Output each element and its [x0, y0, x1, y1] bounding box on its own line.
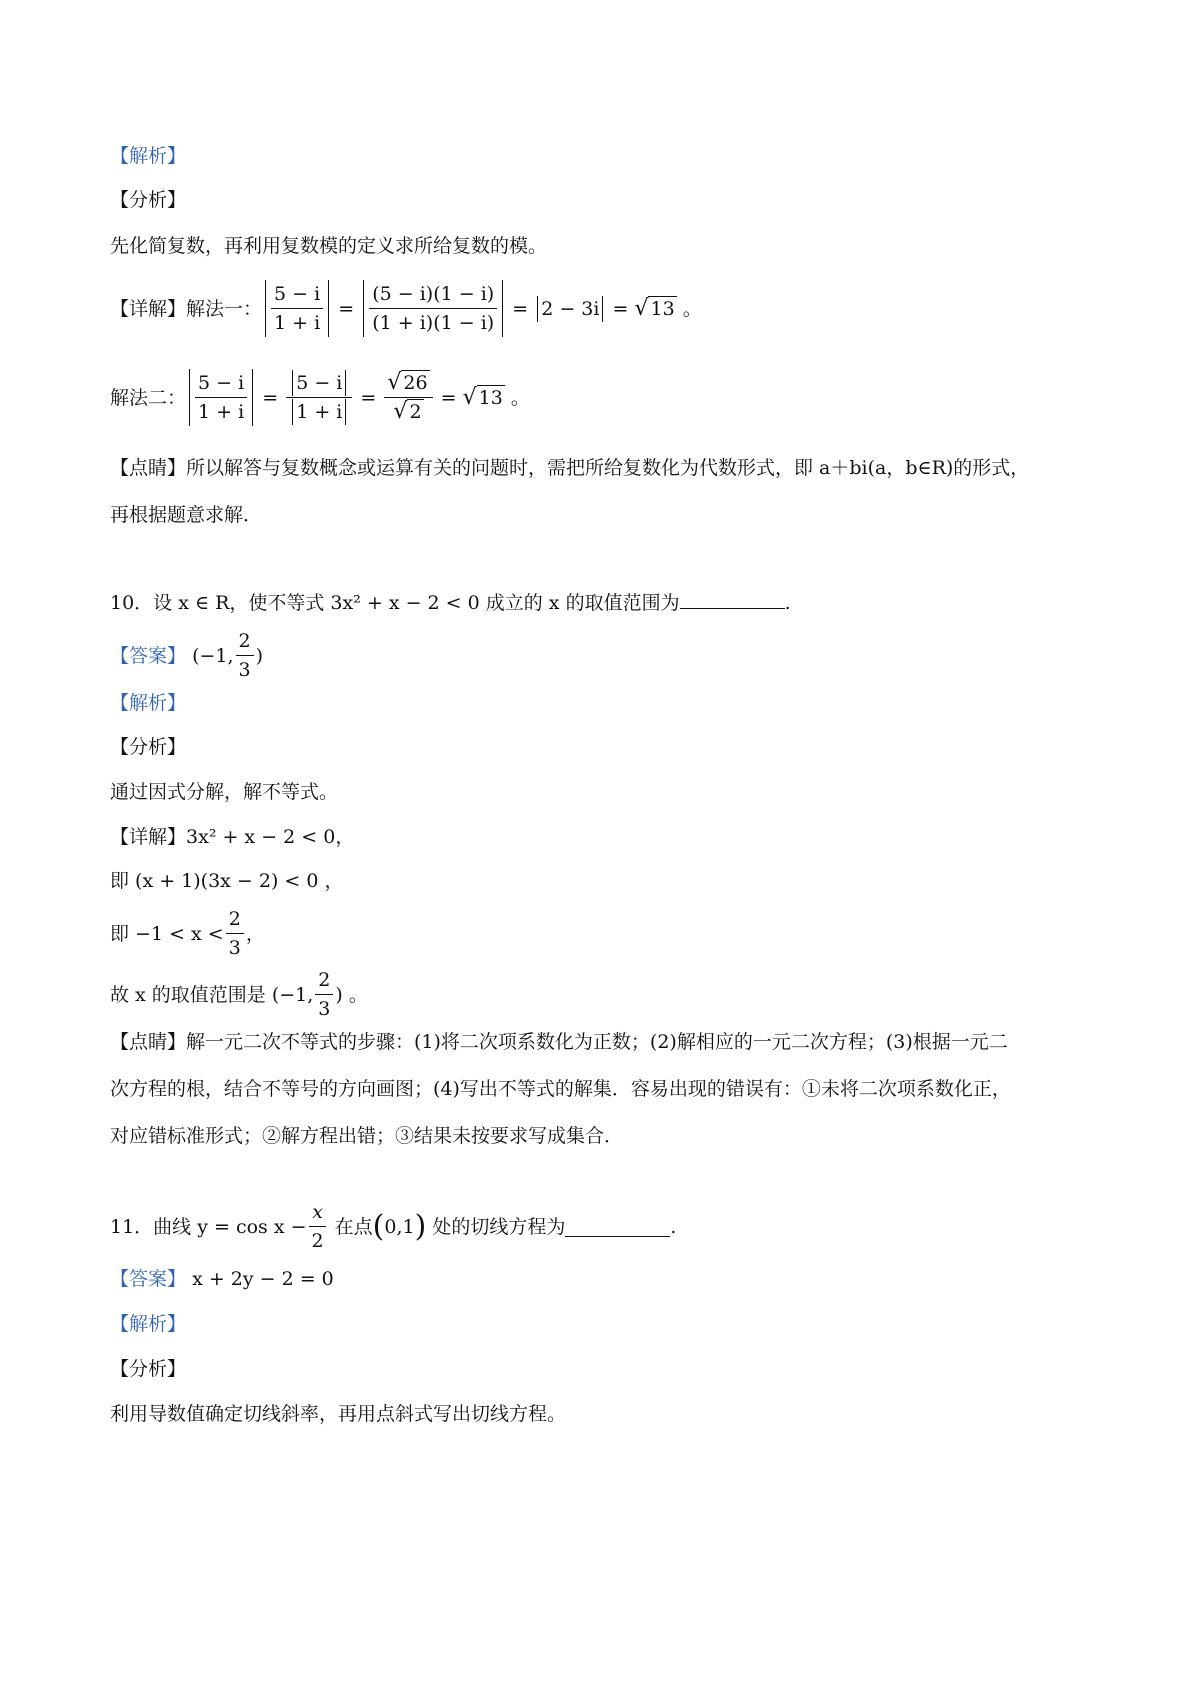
answer-blank [680, 588, 785, 609]
fenxi-label: 【分析】 [110, 1358, 187, 1380]
detail-line-1: 【详解】3x² + x − 2 < 0， [110, 826, 355, 848]
answer-blank [565, 1216, 670, 1237]
answer-line: 【答案】 x + 2y − 2 = 0 [110, 1268, 334, 1290]
fenxi-label: 【分析】 [110, 736, 187, 758]
method-one-line: 【详解】 解法一： $\frac{5 - i}{1 + i}$ = $\frac{(5 - i)(1 - i)}{(1 + i)(1 - i)}$ = 2 − 3i = √ 13 。 [110, 280, 702, 337]
dianjing-label: 【点睛】 [110, 1031, 187, 1053]
detail-line-3: 即 −1 < x < $\frac{2}{3}$ ， [110, 905, 265, 962]
dianjing-line-1: 【点睛】解一元二次不等式的步骤：(1)将二次项系数化为正数；(2)解相应的一元二次方程；(3)根据一元二 [110, 1031, 1008, 1053]
answer-label: 【答案】 [110, 1268, 187, 1290]
abs-fraction: $\frac{5 - i}{1 + i}$ [265, 280, 329, 337]
dianjing-line-3: 对应错标准形式；②解方程出错；③结果未按要求写成集合． [110, 1125, 624, 1147]
xiangjie-label: 【详解】 [110, 297, 187, 320]
jiexi-label: 【解析】 [110, 692, 187, 714]
abs-fraction: $\frac{(5 - i)(1 - i)}{(1 + i)(1 - i)}$ [363, 280, 503, 337]
xiangjie-label: 【详解】 [110, 826, 187, 848]
analysis-text: 先化简复数，再利用复数模的定义求所给复数的模。 [110, 235, 548, 257]
abs-fraction: $\frac{5 - i}{1 + i}$ [189, 369, 253, 426]
sqrt-result: 13 [478, 387, 503, 409]
dianjing-label: 【点睛】 [110, 457, 187, 479]
jiexi-label: 【解析】 [110, 145, 187, 167]
abs-value: 2 − 3i [537, 296, 603, 322]
dianjing-line-2: 次方程的根，结合不等号的方向画图；(4)写出不等式的解集．容易出现的错误有：①未将二次项系数化正， [110, 1078, 1011, 1100]
dianjing-line-1: 【点睛】所以解答与复数概念或运算有关的问题时，需把所给复数化为代数形式，即 a＋bi(a，b∈R)的形式， [110, 457, 1030, 479]
question-11: 11．曲线 y = cos x − $\frac{x}{2}$ 在点 ( 0,1 ) 处的切线方程为 . [110, 1198, 676, 1255]
sqrt-result: 13 [650, 298, 675, 320]
dianjing-line-2: 再根据题意求解． [110, 504, 263, 526]
method-two-label: 解法二： [110, 386, 187, 409]
detail-line-2: 即 (x + 1)(3x − 2) < 0 ， [110, 870, 344, 892]
fraction-abs: $\frac{5 - i}{1 + i}$ [286, 369, 352, 426]
analysis-text: 通过因式分解，解不等式。 [110, 781, 339, 803]
fraction-sqrt: $\frac{√ 26}{√ 2}$ [384, 369, 432, 426]
detail-line-4: 故 x 的取值范围是 (−1, $\frac{2}{3}$ ) 。 [110, 966, 368, 1023]
method-one-label: 解法一： [186, 297, 263, 320]
question-10: 10．设 x ∈ R，使不等式 3x² + x − 2 < 0 成立的 x 的取值范围为 . [110, 588, 791, 616]
fenxi-label: 【分析】 [110, 189, 187, 211]
method-two-line: 解法二： $\frac{5 - i}{1 + i}$ = $\frac{5 - i}{1 + i}$ = $\frac{√ 26}{√ 2}$ = √ 13 。 [110, 370, 530, 424]
answer-fraction: $\frac{2}{3}$ [236, 627, 254, 684]
jiexi-label: 【解析】 [110, 1313, 187, 1335]
analysis-text: 利用导数值确定切线斜率，再用点斜式写出切线方程。 [110, 1403, 567, 1425]
answer-label: 【答案】 [110, 644, 187, 667]
answer-line: 【答案】 (−1, $\frac{2}{3}$ ) [110, 627, 263, 684]
